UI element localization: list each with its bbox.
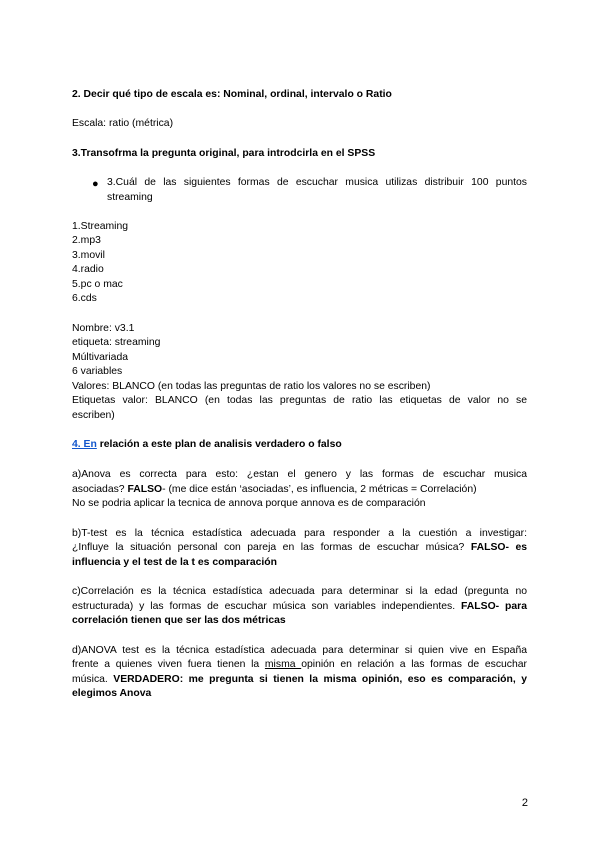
q4d-line3: música. VERDADERO: me pregunta si tienen la misma opinión, eso es comparación, y — [72, 674, 528, 685]
q4-heading-link[interactable]: 4. En — [72, 439, 97, 450]
q4-heading: 4. En relación a este plan de analisis verdadero o falso — [72, 439, 342, 450]
bullet-icon: ● — [92, 178, 99, 190]
q3-heading: 3.Transofrma la pregunta original, para introdcirla en el SPSS — [72, 148, 376, 159]
q4c-line3: correlación tienen que ser las dos métricas — [72, 615, 286, 626]
spss-line: Etiquetas valor: BLANCO (en todas las preguntas de ratio las etiquetas de valor no se — [72, 395, 527, 406]
option-item: 3.movil — [72, 250, 105, 261]
spss-line: Nombre: v3.1 — [72, 323, 135, 334]
q4a-line3: No se podria aplicar la tecnica de annova porque annova es de comparación — [72, 498, 426, 509]
q4a-line2: asociadas? FALSO- (me dice están ‘asociadas’, es influencia, 2 métricas = Correlación) — [72, 484, 477, 495]
q4c-line2: estructurada) y las formas de escuchar música son variables independientes. FALSO- para — [72, 601, 527, 612]
q4d-line2: frente a quienes viven fuera tienen la misma opinión en relación a las formas de escuchar — [72, 659, 528, 670]
q2-answer: Escala: ratio (métrica) — [72, 118, 174, 129]
q4b-line3: influencia y el test de la t es comparación — [72, 557, 277, 568]
spss-line: 6 variables — [72, 366, 123, 377]
spss-line: Múltivariada — [72, 352, 129, 363]
q4c-line1: c)Correlación es la técnica estadística adecuada para determinar si la edad (pregunta no — [72, 586, 527, 597]
page-number: 2 — [521, 797, 528, 809]
spss-line: etiqueta: streaming — [72, 337, 161, 348]
option-item: 5.pc o mac — [72, 279, 123, 290]
option-item: 6.cds — [72, 293, 97, 304]
q2-heading: 2. Decir qué tipo de escala es: Nominal, ordinal, intervalo o Ratio — [72, 89, 392, 100]
q4b-line2: ¿Influye la situación personal con pareja en las formas de escuchar música? FALSO- es — [72, 542, 528, 553]
q4a-line1: a)Anova es correcta para esto: ¿estan el genero y las formas de escuchar musica — [72, 469, 527, 480]
spss-line: Valores: BLANCO (en todas las preguntas de ratio los valores no se escriben) — [72, 381, 431, 392]
option-item: 1.Streaming — [72, 221, 129, 232]
q4d-line4: elegimos Anova — [72, 688, 152, 699]
option-item: 4.radio — [72, 264, 104, 275]
option-item: 2.mp3 — [72, 235, 101, 246]
spss-line: escriben) — [72, 410, 115, 421]
q3-bullet-line2: streaming — [107, 192, 153, 203]
q4b-line1: b)T-test es la técnica estadística adecuada para responder a la cuestión a investigar: — [72, 528, 527, 539]
q3-bullet-line1: 3.Cuál de las siguientes formas de escuchar musica utilizas distribuir 100 puntos — [107, 177, 527, 188]
q4d-line1: d)ANOVA test es la técnica estadística adecuada para determinar si quien vive en España — [72, 645, 527, 656]
